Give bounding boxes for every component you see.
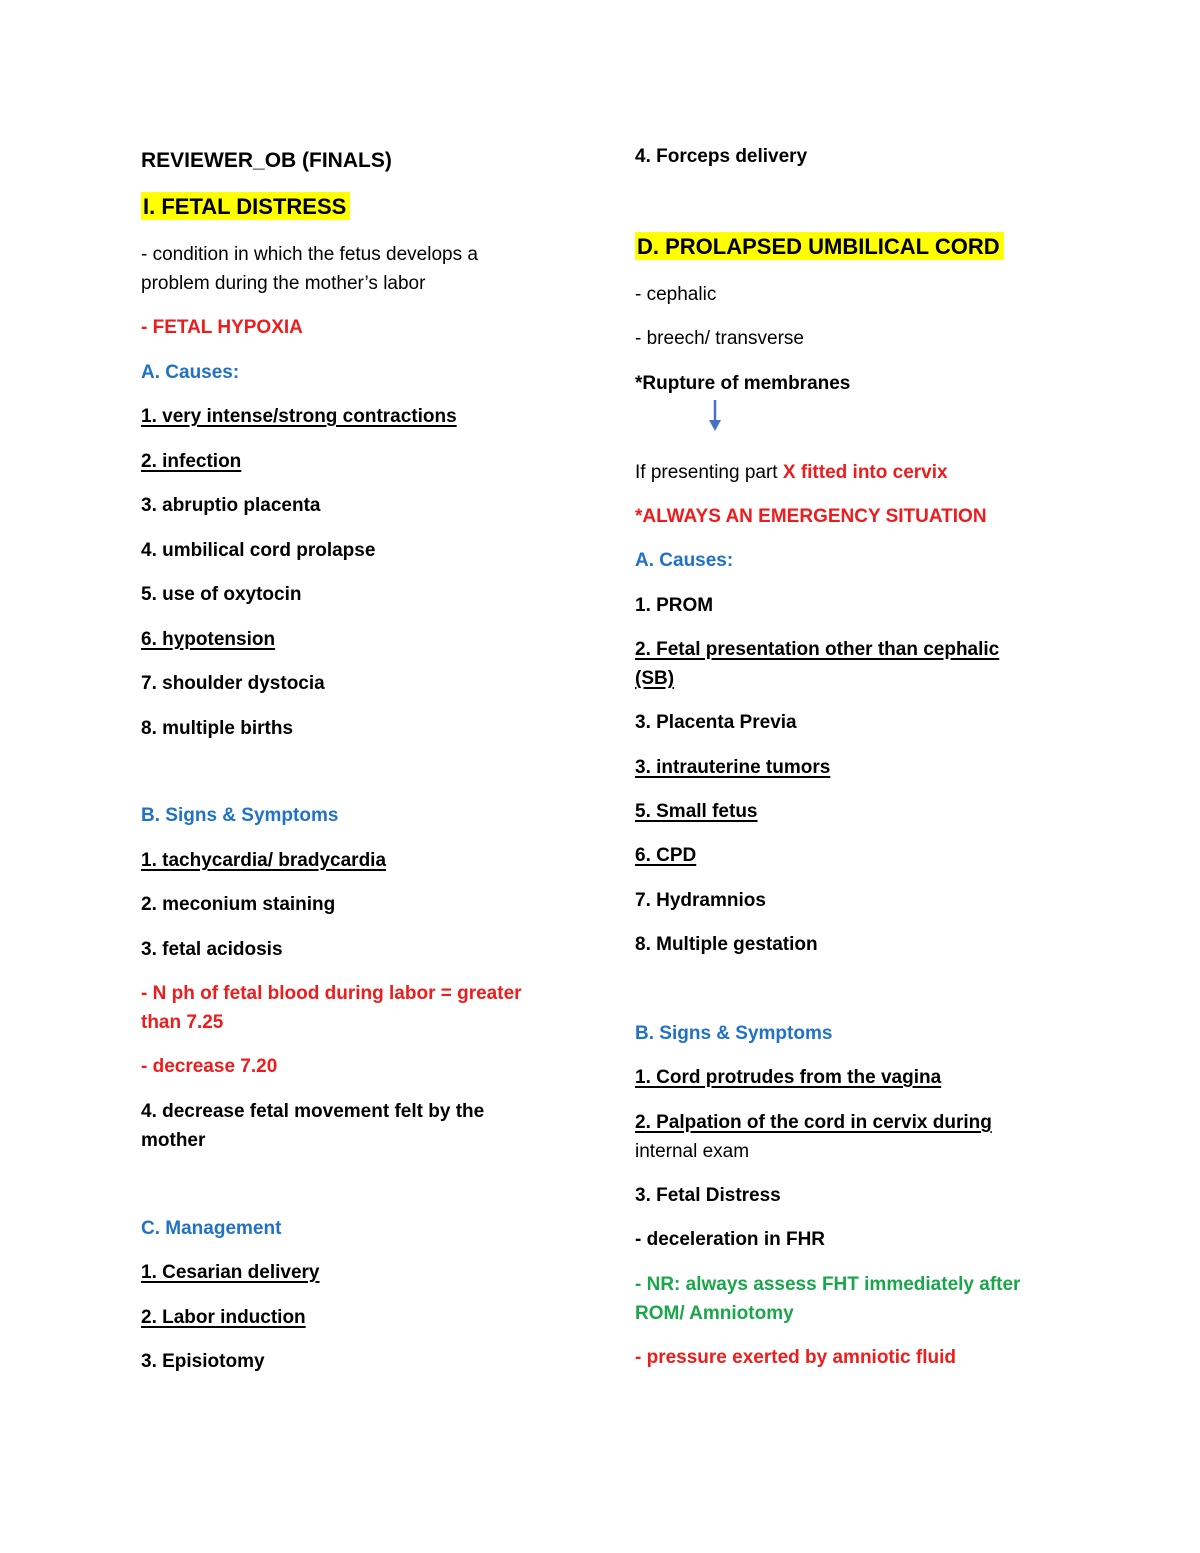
sign-item: 3. Fetal Distress	[635, 1185, 781, 1206]
management-item: 4. Forceps delivery	[635, 146, 808, 167]
cause-item: 2. infection	[141, 451, 242, 472]
sign-item: 3. fetal acidosis	[141, 939, 283, 960]
decrease-note: - decrease 7.20	[141, 1056, 278, 1077]
section-heading-fetal-distress: I. FETAL DISTRESS	[141, 192, 350, 223]
sign-item: 2. Palpation of the cord in cervix during	[635, 1112, 992, 1133]
list-item: - cephalic	[635, 284, 717, 305]
presenting-part-note: If presenting part X fitted into cervix	[635, 462, 948, 483]
deceleration-note: - deceleration in FHR	[635, 1229, 826, 1250]
definition-line: - condition in which the fetus develops a	[141, 244, 478, 265]
sign-item: 2. meconium staining	[141, 894, 336, 915]
cause-item: 6. CPD	[635, 845, 697, 866]
cause-item: 5. Small fetus	[635, 801, 758, 822]
management-item: 3. Episiotomy	[141, 1351, 265, 1372]
cause-item: 6. hypotension	[141, 629, 276, 650]
cause-item: 7. shoulder dystocia	[141, 673, 325, 694]
cause-item: 3. intrauterine tumors	[635, 757, 831, 778]
management-item: 1. Cesarian delivery	[141, 1262, 320, 1283]
section-heading-prolapsed-cord: D. PROLAPSED UMBILICAL CORD	[635, 232, 1004, 263]
cause-item: 5. use of oxytocin	[141, 584, 302, 605]
emergency-note: *ALWAYS AN EMERGENCY SITUATION	[635, 506, 987, 527]
causes-heading: A. Causes:	[141, 362, 240, 383]
ph-note: - N ph of fetal blood during labor = greater	[141, 983, 522, 1004]
list-item: *Rupture of membranes	[635, 373, 851, 394]
signs-heading: B. Signs & Symptoms	[141, 805, 339, 826]
cause-item: 4. umbilical cord prolapse	[141, 540, 376, 561]
signs-heading: B. Signs & Symptoms	[635, 1023, 833, 1044]
document-title: REVIEWER_OB (FINALS)	[141, 149, 392, 172]
cause-item: 3. Placenta Previa	[635, 712, 797, 733]
causes-heading: A. Causes:	[635, 550, 734, 571]
cause-item: 8. Multiple gestation	[635, 934, 818, 955]
cause-item: 8. multiple births	[141, 718, 294, 739]
list-item: - breech/ transverse	[635, 328, 804, 349]
nursing-note: ROM/ Amniotomy	[635, 1303, 794, 1324]
cause-item: (SB)	[635, 668, 675, 689]
ph-note: than 7.25	[141, 1012, 224, 1033]
cause-item: 1. very intense/strong contractions	[141, 406, 457, 427]
cause-item: 3. abruptio placenta	[141, 495, 321, 516]
sign-item: 4. decrease fetal movement felt by the	[141, 1101, 485, 1122]
pressure-note: - pressure exerted by amniotic fluid	[635, 1347, 956, 1368]
cause-item: 2. Fetal presentation other than cephalic	[635, 639, 1000, 660]
definition-line: problem during the mother’s labor	[141, 273, 426, 294]
hypoxia-note: - FETAL HYPOXIA	[141, 317, 303, 338]
sign-item: 1. tachycardia/ bradycardia	[141, 850, 387, 871]
management-item: 2. Labor induction	[141, 1307, 306, 1328]
cause-item: 1. PROM	[635, 595, 714, 616]
cause-item: 7. Hydramnios	[635, 890, 766, 911]
sign-item: mother	[141, 1130, 206, 1151]
down-arrow-icon	[705, 398, 725, 434]
sign-item: 1. Cord protrudes from the vagina	[635, 1067, 942, 1088]
management-heading: C. Management	[141, 1218, 282, 1239]
nursing-note: - NR: always assess FHT immediately after	[635, 1274, 1021, 1295]
sign-item: internal exam	[635, 1141, 750, 1162]
